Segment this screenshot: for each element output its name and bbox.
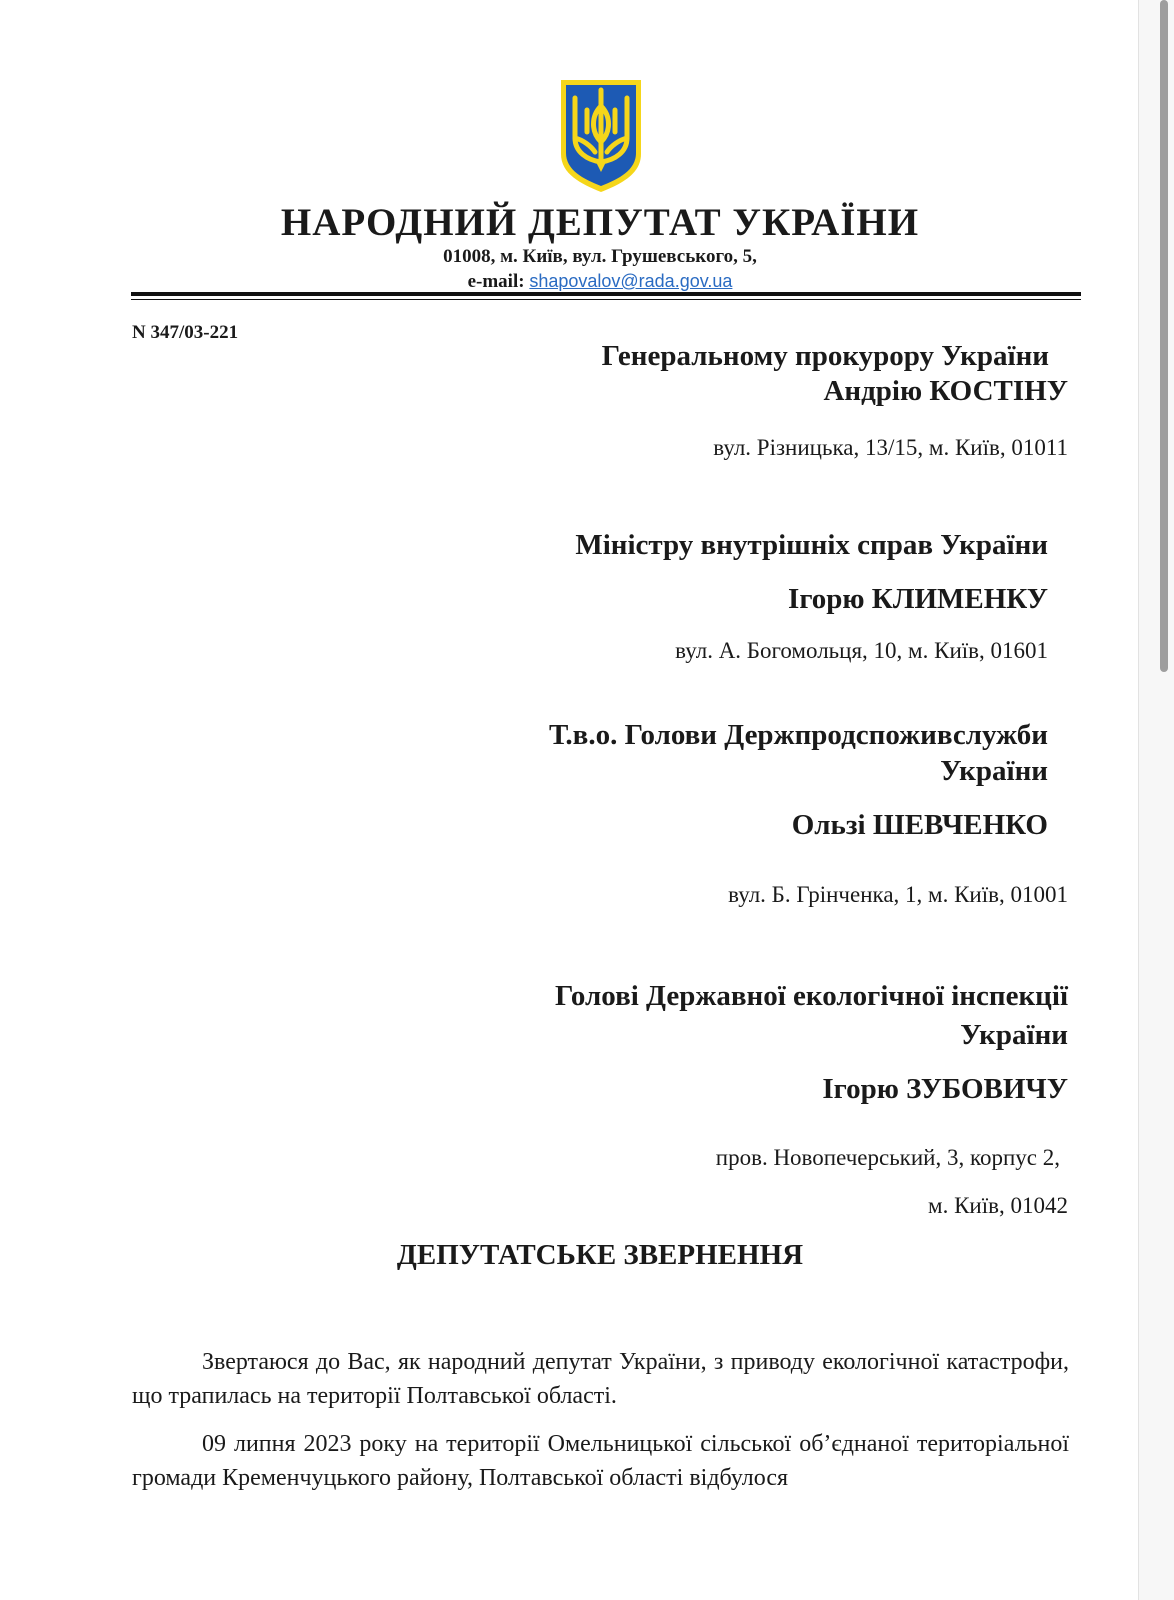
scrollbar-thumb[interactable] [1160, 0, 1168, 672]
recipient-3-position: Т.в.о. Голови Держпродспоживслужби [548, 719, 1048, 751]
recipient-2-position: Міністру внутрішніх справ України [575, 529, 1048, 561]
recipient-4-address-line-1: пров. Новопечерський, 3, корпус 2, [715, 1145, 1060, 1170]
body-paragraph-1: Звертаюся до Вас, як народний депутат України, з приводу екологічної катастрофи, що трапилась на території Полтавської області. [132, 1349, 1069, 1409]
recipient-3-name: Ользі ШЕВЧЕНКО [791, 809, 1048, 841]
letterhead-title: НАРОДНИЙ ДЕПУТАТ УКРАЇНИ [280, 201, 920, 244]
recipient-2-address: вул. А. Богомольця, 10, м. Київ, 01601 [675, 638, 1048, 663]
recipient-4-address-line-2: м. Київ, 01042 [928, 1193, 1068, 1218]
letterhead-rule-thick [131, 292, 1081, 296]
document-title: ДЕПУТАТСЬКЕ ЗВЕРНЕННЯ [396, 1239, 804, 1271]
coat-of-arms-emblem [557, 76, 645, 194]
recipient-4-position: Голові Державної екологічної інспекції [555, 980, 1068, 1012]
letterhead-email-line [0, 271, 1174, 293]
recipient-1-address: вул. Різницька, 13/15, м. Київ, 01011 [713, 435, 1068, 460]
recipient-4-name: Ігорю ЗУБОВИЧУ [822, 1073, 1068, 1105]
recipient-1-position: Генеральному прокурору України [601, 340, 1049, 372]
recipient-2-name: Ігорю КЛИМЕНКУ [788, 583, 1048, 615]
letterhead-address: 01008, м. Київ, вул. Грушевського, 5, [443, 246, 757, 267]
email-label: e-mail: [467, 271, 525, 292]
body-paragraph-2: 09 липня 2023 року на території Омельницької сільської об’єднаної територіальної громади Кременчуцького району, Полтавської області відбулося [132, 1431, 1069, 1491]
email-link[interactable]: shapovalov@rada.gov.ua [529, 271, 733, 291]
letterhead-rule-thin [131, 299, 1081, 300]
recipient-3-address: вул. Б. Грінченка, 1, м. Київ, 01001 [728, 882, 1068, 907]
recipient-4-position-cont: України [960, 1019, 1068, 1051]
outgoing-reference-number: N 347/03-221 [132, 322, 239, 343]
recipient-3-position-cont: України [940, 755, 1048, 787]
recipient-1-name: Андрію КОСТІНУ [823, 375, 1068, 407]
